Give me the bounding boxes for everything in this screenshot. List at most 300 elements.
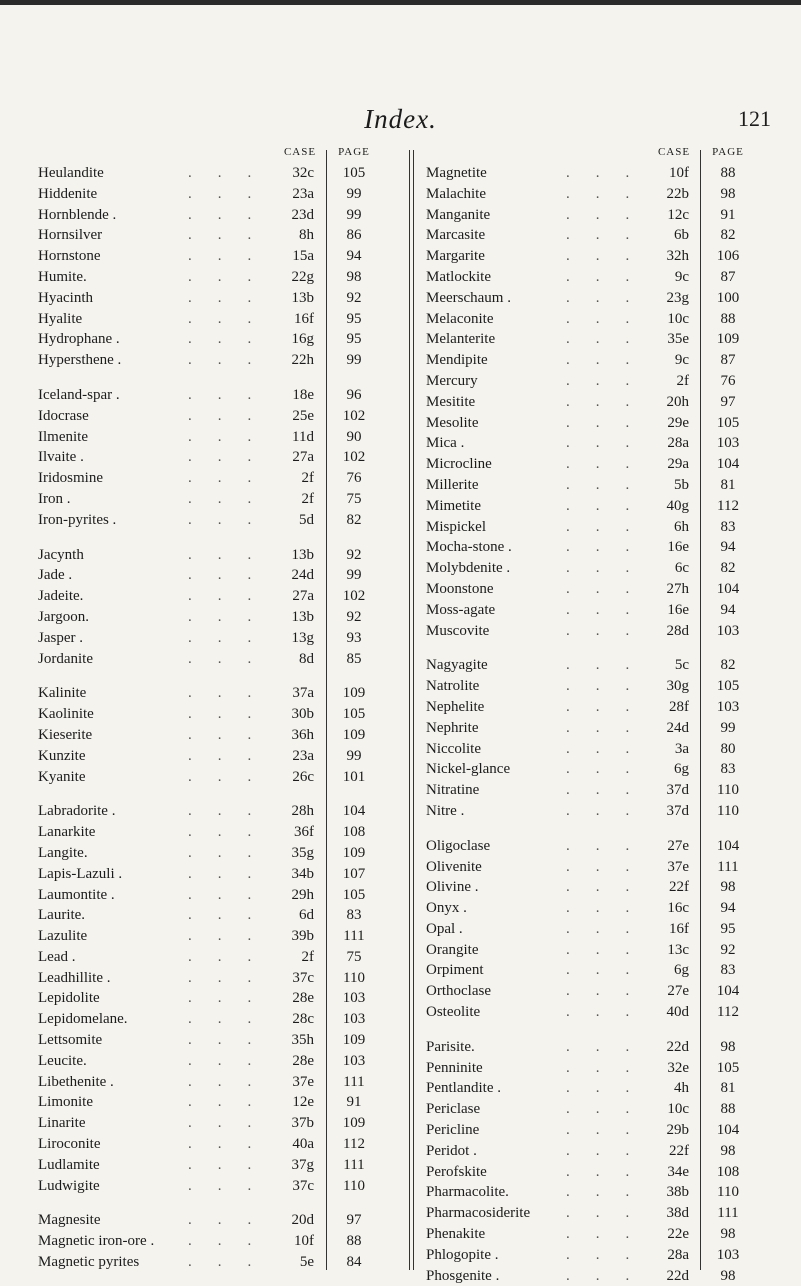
leader-dots: ... [566,858,656,875]
mineral-name: Onyx . [426,900,467,917]
leader-dots: ... [188,546,278,563]
mineral-name: Phosgenite . [426,1267,500,1284]
mineral-name: Microcline [426,456,492,473]
leader-dots: ... [566,900,656,917]
case-number: 34e [667,1163,689,1180]
case-number: 28f [669,698,689,715]
mineral-name: Nagyagite [426,657,488,674]
case-number: 22f [669,1142,689,1159]
page-reference: 83 [720,761,736,778]
case-number: 27h [666,580,689,597]
mineral-name: Natrolite [426,678,480,695]
case-number: 28d [666,622,689,639]
page-reference: 75 [346,948,362,965]
leader-dots: ... [188,1212,278,1229]
leader-dots: ... [566,580,656,597]
mineral-name: Nitratine [426,782,480,799]
index-entry [426,1162,782,1183]
page-reference: 87 [720,268,736,285]
index-entry [426,1058,782,1079]
page-reference: 112 [717,1004,739,1021]
mineral-name: Meerschaum . [426,289,511,306]
page-reference: 111 [343,1073,365,1090]
index-entry [426,163,782,184]
mineral-name: Lead . [38,948,76,965]
page-reference: 95 [346,310,362,327]
mineral-name: Nitre . [426,802,465,819]
case-number: 38b [666,1184,689,1201]
mineral-name: Mercury [426,372,478,389]
leader-dots: ... [188,352,278,369]
index-entry [426,1078,782,1099]
mineral-name: Jasper . [38,629,83,646]
case-number: 27e [667,983,689,1000]
leader-dots: ... [188,449,278,466]
case-number: 30b [291,706,314,723]
page-reference: 105 [342,886,366,903]
index-entry [426,1182,782,1203]
index-entry [38,1252,408,1273]
index-entry [426,184,782,205]
mineral-name: Leadhillite . [38,969,111,986]
index-entry [38,1113,408,1134]
mineral-name: Lanarkite [38,824,96,841]
mineral-name: Mocha-stone . [426,539,512,556]
leader-dots: ... [188,268,278,285]
index-entry [426,288,782,309]
index-entry [426,697,782,718]
mineral-name: Phenakite [426,1226,486,1243]
mineral-name: Humite. [38,268,87,285]
page-reference: 98 [720,1267,736,1284]
mineral-name: Lazulite [38,928,88,945]
page-title: Index. [364,104,437,134]
mineral-name: Marcasite [426,227,486,244]
index-entry [38,468,408,489]
mineral-name: Peridot . [426,1142,477,1159]
leader-dots: ... [188,747,278,764]
leader-dots: ... [188,990,278,1007]
case-number: 29e [667,414,689,431]
mineral-name: Hyalite [38,310,83,327]
page-reference: 88 [346,1233,362,1250]
mineral-name: Ludlamite [38,1156,100,1173]
page-reference: 103 [716,1246,740,1263]
case-number: 28e [292,1052,314,1069]
page-reference: 112 [717,497,739,514]
column-rule [700,150,701,1270]
mineral-name: Laumontite . [38,886,115,903]
index-entry [38,968,408,989]
case-number: 27a [292,588,314,605]
page-reference: 104 [716,456,740,473]
index-entry [38,586,408,607]
leader-dots: ... [566,227,656,244]
page-reference: 107 [342,865,366,882]
leader-dots: ... [188,608,278,625]
leader-dots: ... [188,865,278,882]
leader-dots: ... [188,824,278,841]
leader-dots: ... [188,1011,278,1028]
index-entry [426,413,782,434]
case-number: 2f [301,948,314,965]
leader-dots: ... [188,907,278,924]
page-reference: 85 [346,650,362,667]
mineral-name: Laurite. [38,907,86,924]
case-number: 4h [674,1080,689,1097]
page-reference: 108 [342,824,366,841]
index-entry [426,898,782,919]
index-entry [38,427,408,448]
leader-dots: ... [566,310,656,327]
index-entry [38,746,408,767]
index-entry [38,1134,408,1155]
mineral-name: Lepidolite [38,990,100,1007]
page-reference: 80 [720,740,736,757]
case-number: 8d [299,650,314,667]
case-number: 20h [666,393,689,410]
leader-dots: ... [188,331,278,348]
mineral-name: Iron-pyrites . [38,511,117,528]
leader-dots: ... [188,928,278,945]
case-number: 12c [667,206,689,223]
index-entry [38,225,408,246]
page-reference: 76 [346,470,362,487]
page-reference: 91 [720,206,736,223]
mineral-name: Opal . [426,920,463,937]
leader-dots: ... [566,1267,656,1284]
mineral-name: Pharmacosiderite [426,1205,531,1222]
mineral-name: Ilvaite . [38,449,84,466]
page-reference: 109 [342,726,366,743]
page-reference: 82 [346,511,362,528]
page-reference: 94 [720,539,736,556]
mineral-name: Orthoclase [426,983,491,1000]
mineral-name: Hydrophane . [38,331,120,348]
mineral-name: Kunzite [38,747,86,764]
case-number: 12e [292,1094,314,1111]
column-header-row [426,146,782,163]
leader-dots: ... [566,1246,656,1263]
section-gap [38,531,408,545]
page-column-header: PAGE [712,146,744,158]
case-number: 6b [674,227,689,244]
leader-dots: ... [188,470,278,487]
case-number: 37c [292,1177,314,1194]
mineral-name: Iron . [38,490,71,507]
leader-dots: ... [566,414,656,431]
mineral-name: Hiddenite [38,185,98,202]
case-number: 28a [667,1246,689,1263]
mineral-name: Pharmacolite. [426,1184,509,1201]
leader-dots: ... [566,782,656,799]
index-entry [426,940,782,961]
index-entry [426,801,782,822]
page-reference: 83 [720,962,736,979]
case-number: 22g [291,268,314,285]
page-reference: 99 [720,719,736,736]
mineral-name: Kyanite [38,768,86,785]
index-column-left [38,146,408,1273]
case-number: 28c [292,1011,314,1028]
leader-dots: ... [188,206,278,223]
index-entry [426,780,782,801]
leader-dots: ... [188,227,278,244]
index-entry [38,767,408,788]
mineral-name: Melaconite [426,310,494,327]
case-number: 5d [299,511,314,528]
leader-dots: ... [188,490,278,507]
index-entry [38,988,408,1009]
page-reference: 82 [720,227,736,244]
index-entry [38,864,408,885]
index-entry [426,579,782,600]
index-entry [426,329,782,350]
page-reference: 110 [343,969,365,986]
page-reference: 98 [720,185,736,202]
leader-dots: ... [188,310,278,327]
leader-dots: ... [566,372,656,389]
page-reference: 104 [342,803,366,820]
mineral-name: Jadeite. [38,588,84,605]
leader-dots: ... [188,685,278,702]
mineral-name: Nephrite [426,719,479,736]
leader-dots: ... [188,969,278,986]
leader-dots: ... [566,1004,656,1021]
index-entry [426,600,782,621]
leader-dots: ... [566,456,656,473]
index-entry [426,836,782,857]
mineral-name: Olivenite [426,858,482,875]
index-entry [38,163,408,184]
page-reference: 111 [343,928,365,945]
case-number: 22h [291,352,314,369]
case-number: 16f [294,310,314,327]
page-reference: 95 [346,331,362,348]
leader-dots: ... [188,588,278,605]
page-reference: 108 [716,1163,740,1180]
index-entry [38,350,408,371]
mineral-name: Jargoon. [38,608,89,625]
page-reference: 103 [716,435,740,452]
case-number: 36h [291,726,314,743]
mineral-name: Mica . [426,435,465,452]
mineral-name: Muscovite [426,622,490,639]
mineral-name: Ilmenite [38,428,88,445]
leader-dots: ... [566,1163,656,1180]
case-number: 37d [666,782,689,799]
leader-dots: ... [566,719,656,736]
index-entry [426,392,782,413]
index-entry [426,225,782,246]
leader-dots: ... [188,289,278,306]
case-number: 2f [301,470,314,487]
mineral-name: Melanterite [426,331,496,348]
page-reference: 110 [717,782,739,799]
section-gap [38,787,408,801]
index-entry [38,510,408,531]
case-number: 16g [291,331,314,348]
index-entry [38,649,408,670]
mineral-name: Liroconite [38,1136,101,1153]
leader-dots: ... [566,678,656,695]
leader-dots: ... [188,1073,278,1090]
mineral-name: Nickel-glance [426,761,511,778]
mineral-name: Heulandite [38,165,104,181]
page-reference: 97 [720,393,736,410]
leader-dots: ... [188,768,278,785]
page-reference: 105 [716,678,740,695]
page-reference: 103 [716,622,740,639]
leader-dots: ... [566,393,656,410]
index-entry [426,718,782,739]
column-rule [409,150,410,1270]
case-number: 2f [676,372,689,389]
page-reference: 91 [346,1094,362,1111]
mineral-name: Molybdenite . [426,560,511,577]
index-entry [38,447,408,468]
page-reference: 93 [346,629,362,646]
index-entry [426,739,782,760]
section-gap [38,1196,408,1210]
leader-dots: ... [566,248,656,265]
case-number: 24d [291,567,314,584]
page-reference: 104 [716,837,740,854]
case-number: 22d [666,1038,689,1055]
mineral-name: Margarite [426,248,485,265]
leader-dots: ... [566,698,656,715]
leader-dots: ... [566,185,656,202]
case-number: 8h [299,227,314,244]
section-gap [426,641,782,655]
case-number: 37e [667,858,689,875]
page-reference: 109 [342,1032,366,1049]
case-number: 24d [666,719,689,736]
page-reference: 92 [346,546,362,563]
case-number: 28h [291,803,314,820]
index-entry [38,1210,408,1231]
page-reference: 99 [346,352,362,369]
leader-dots: ... [566,476,656,493]
leader-dots: ... [566,268,656,285]
index-entry [38,288,408,309]
mineral-name: Orangite [426,941,479,958]
index-entry [426,454,782,475]
case-number: 37d [666,802,689,819]
case-number: 16c [667,900,689,917]
index-entry [38,309,408,330]
index-entry [38,184,408,205]
index-entry [38,1072,408,1093]
index-entry [426,1099,782,1120]
page-reference: 94 [346,248,362,265]
case-number: 6h [674,518,689,535]
page-reference: 87 [720,352,736,369]
page-reference: 102 [342,407,366,424]
case-number: 20d [291,1212,314,1229]
index-entry [38,1030,408,1051]
mineral-name: Lettsomite [38,1032,103,1049]
leader-dots: ... [566,1226,656,1243]
mineral-name: Libethenite . [38,1073,114,1090]
case-number: 2f [301,490,314,507]
index-entry [38,704,408,725]
index-entry [38,725,408,746]
leader-dots: ... [566,560,656,577]
index-entry [426,205,782,226]
index-entry [38,683,408,704]
page-reference: 103 [342,990,366,1007]
leader-dots: ... [566,802,656,819]
page-reference: 102 [342,449,366,466]
leader-dots: ... [566,518,656,535]
case-number: 35g [291,844,314,861]
index-entry [38,246,408,267]
page-reference: 105 [342,706,366,723]
mineral-name: Pericline [426,1122,480,1139]
section-gap [38,669,408,683]
leader-dots: ... [566,941,656,958]
index-entry [426,1266,782,1286]
leader-dots: ... [188,407,278,424]
mineral-name: Olivine . [426,879,479,896]
page-reference: 82 [720,560,736,577]
leader-dots: ... [566,539,656,556]
case-number: 13b [291,608,314,625]
case-number: 29b [666,1122,689,1139]
page-reference: 96 [346,386,362,403]
case-number: 36f [294,824,314,841]
page-reference: 98 [720,1142,736,1159]
page-reference: 98 [720,1226,736,1243]
case-number: 40a [292,1136,314,1153]
page-reference: 94 [720,601,736,618]
page-reference: 99 [346,567,362,584]
mineral-name: Lapis-Lazuli . [38,865,123,882]
leader-dots: ... [566,962,656,979]
case-number: 23g [666,289,689,306]
case-number: 32c [292,165,314,181]
index-entry [426,1245,782,1266]
index-entry [38,1092,408,1113]
page-reference: 97 [346,1212,362,1229]
case-number: 6g [674,761,689,778]
leader-dots: ... [566,435,656,452]
mineral-name: Parisite. [426,1038,475,1055]
page-reference: 111 [717,858,739,875]
index-entry [38,406,408,427]
leader-dots: ... [566,1080,656,1097]
case-number: 10c [667,310,689,327]
leader-dots: ... [188,650,278,667]
case-number: 40d [666,1004,689,1021]
leader-dots: ... [188,1177,278,1194]
leader-dots: ... [188,948,278,965]
leader-dots: ... [188,726,278,743]
page-reference: 111 [343,1156,365,1173]
index-entry [38,607,408,628]
mineral-name: Labradorite . [38,803,116,820]
case-number: 16e [667,601,689,618]
mineral-name: Osteolite [426,1004,481,1021]
index-entry [38,267,408,288]
index-entry [426,1120,782,1141]
case-number: 5e [299,1254,314,1271]
page-number: 121 [738,106,771,131]
index-entry [38,489,408,510]
page-reference: 112 [343,1136,365,1153]
leader-dots: ... [566,622,656,639]
